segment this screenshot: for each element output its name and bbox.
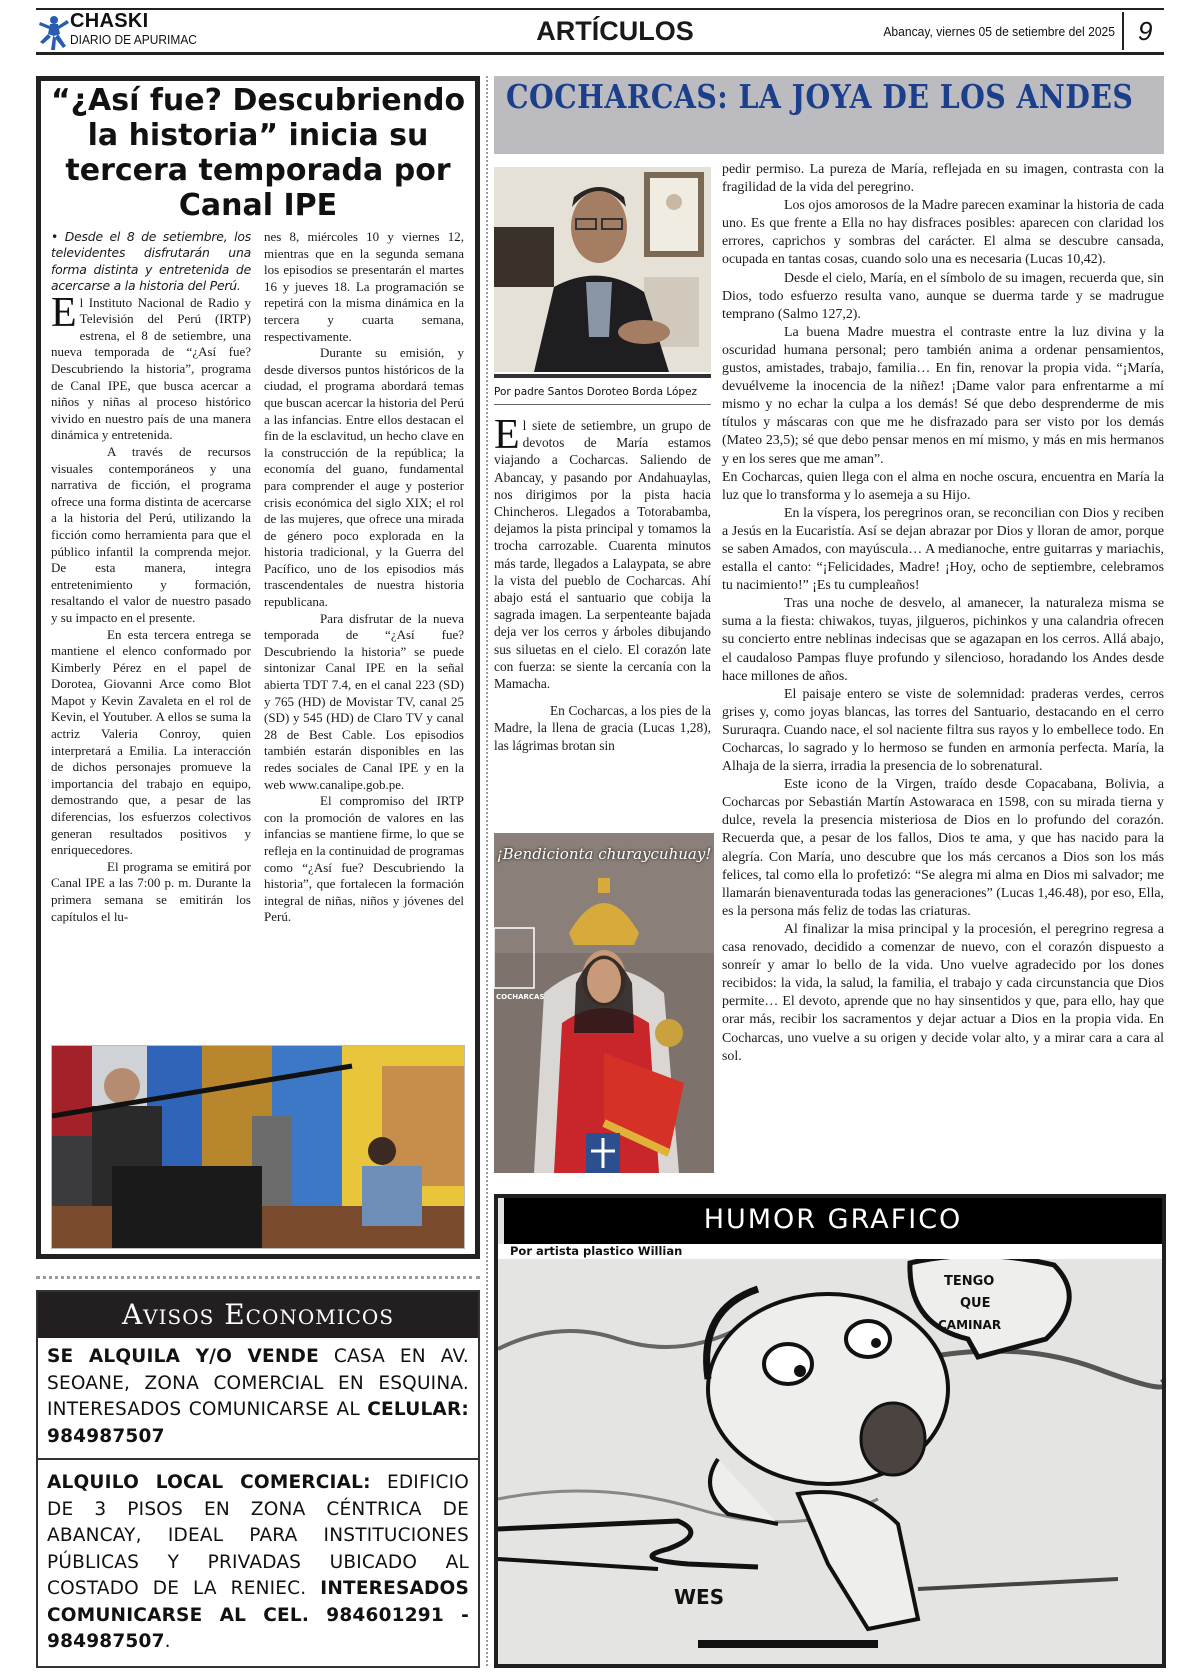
article-paragraph: El paisaje entero se viste de solemnidad: praderas verdes, cerros grises y, como joyas blancas, las torres del Santuario, destacando en el cerro Sururaqra. Cuando nace, el sol naciente filtra sus rayos y lo embellece todo. En Cocharcas, lo sagrado y lo hermoso se funden en armonía perfecta. María, la Alhaja de la sierra, irradia la presencia de lo sobrenatural. (722, 686, 1164, 775)
article-paragraph: El programa se emitirá por Canal IPE a las 7:00 p. m. Durante la primera semana se emitirán los capítulos el lu- (51, 858, 251, 924)
article-paragraph: Este icono de la Virgen, traído desde Copacabana, Bolivia, a Cocharcas por Sebastián Martín Astowaraca en 1598, con su mirada tierna y dulce, revela la presencia misteriosa de Dios en lo profundo del corazón. Recuerda que, a pesar de los fallos, Dios te ama, y que has nacido para la alegría. Con María, uno descubre que los más cercanos a Dios son los más felices, tal como ella lo profetizó: “Se alegra mi alma en Dios mi salvador; me llamarán bienaventurada todas las generaciones” (Lucas 1,46.48), por eso, Ella, es la persona más feliz de todas las criaturas. (722, 777, 1164, 919)
photo-rule (494, 404, 711, 405)
section-title: ARTÍCULOS (536, 16, 694, 46)
classified-ad-end: . (164, 1631, 171, 1652)
drop-cap: E (51, 289, 77, 336)
article-paragraph: Tras una noche de desvelo, al amanecer, la naturaleza misma se suma a la fiesta: chiwakos, tuyas, jilgueros, pichinkos y una calandria ofrecen su concierto entre neblinas indecisas que se agazapan en los cerros. Allá abajo, el caudaloso Pampas fluye profundo y silencioso, horadando los Andes desde hace millones de años. (722, 596, 1164, 684)
cocharcas-title-band (494, 76, 1164, 154)
image-caption: ¡Bendicionta churaycuhuay! (496, 845, 712, 863)
article-paragraph: En Cocharcas, quien llega con el alma en noche oscura, encuentra en María la luz que lo transforma y lo asemeja a su Hijo. (722, 469, 1164, 503)
photo-rule (494, 374, 711, 378)
page-number: 9 (1138, 16, 1153, 46)
classified-ad-contact: INTERESADOS COMUNICARSE AL CEL. 984601291 - 984987507 (47, 1578, 469, 1652)
canal-ipe-article (36, 76, 480, 1259)
cocharcas-title: COCHARCAS: LA JOYA DE LOS ANDES (506, 77, 1134, 116)
article-paragraph: A través de recursos visuales contemporáneos y una narrativa de ficción, el programa ofrece una forma distinta de acercarse a la historia del Perú, utilizando la ficción como herramienta para que el público infantil la comprenda mejor. De esta manera, integra entretenimiento y formación, resaltando el valor de nuestro pasado y su impacto en el presente. (51, 443, 251, 625)
article-paragraph: La buena Madre muestra el contraste entre la luz divina y la oscuridad humana personal; pero también anima a ordenar pensamientos, gustos, amistades, trabajo, familia… En fin, renovar la propia vida. “¡María, devuélveme la inocencia de la niñez! ¡Dame valor para enfrentarme a mí mismo y no echar la culpa a los demás! Sé que debo desprenderme de mis títulos y máscaras con que me he disfrazado para ser visto por los demás (Mateo 23,5); sé que debo pensar menos en mí mismo, y más en mis hermanos y en los seres que me aman”. (722, 324, 1164, 467)
classified-ad-lead: ALQUILO LOCAL COMERCIAL: (47, 1472, 371, 1493)
page-number-divider (1122, 12, 1124, 50)
comic-credit: Por artista plastico Willian (498, 1244, 1162, 1259)
article-paragraph: Los ojos amorosos de la Madre parecen examinar la historia de cada uno. Es que frente a Ella no hay disfraces posibles: aparecen con claridad los errores, caprichos y sombras del carácter. El alma se descubre cansada, ocupada en tantas cosas, cuando solo una es necesaria (Lucas 10,42). (722, 198, 1164, 268)
classified-ad (38, 1338, 478, 1460)
article-paragraph: Para disfrutar de la nueva temporada de “¿Así fue? Descubriendo la historia” se puede sintonizar Canal IPE en la señal abierta TDT 7.4, en el canal 223 (SD) y 765 (HD) de Movistar TV, canal 25 (SD) y 545 (HD) de Claro TV y canal 28 de Best Cable. Los episodios también estarán disponibles en las redes sociales de Canal IPE y en la web www.canalipe.gob.pe. (264, 610, 464, 792)
article-paragraph-text: l Instituto Nacional de Radio y Televisión del Perú (IRTP) estrena, el 8 de setiembre, una nueva temporada de “¿Así fue? Descubriendo la historia”, programa de Canal IPE, que busca acercar a niños y niñas al proceso histórico vivido en nuestro país de una manera dinámica y entretenida. (51, 294, 251, 443)
comic-heading: HUMOR GRAFICO (504, 1198, 1162, 1244)
brand-name: CHASKI (70, 10, 149, 32)
article-paragraph: En Cocharcas, a los pies de la Madre, la llena de gracia (Lucas 1,28), las lágrimas brotan sin (494, 703, 711, 753)
speech-bubble-line: QUE (960, 1296, 991, 1311)
humor-grafico-comic (494, 1194, 1166, 1668)
article-paragraph-text: l siete de setiembre, un grupo de devotos de María estamos viajando a Cocharcas. Saliendo de Abancay, y pasando por Andahuaylas, nos dirigimos por la pista hacia Chincheros. Llegados a Totorabamba, dejamos la pista principal y tomamos la trocha carrozable. Cuarenta minutos más tarde, llegados a Lalaypata, se abre la vista del pueblo de Cocharcas. Ahí abajo está el santuario que cobija la sagrada imagen. La serpenteante bajada deja ver los cerros y árboles dibujando sus siluetas en el cielo. El corazón late con fuerza: se siente la cercanía con la Mamacha. (494, 418, 711, 692)
classifieds-heading: Avisos Economicos (38, 1292, 478, 1338)
classifieds-box (36, 1290, 480, 1668)
article-paragraph (51, 289, 251, 444)
brand-subtitle: DIARIO DE APURIMAC (70, 32, 197, 47)
artist-signature: WES (674, 1585, 725, 1609)
tv-production-photo (51, 1045, 465, 1249)
classified-ad (38, 1460, 478, 1662)
article-paragraph: nes 8, miércoles 10 y viernes 12, mientras que en la segunda semana los episodios se presentarán el martes 16 y jueves 18. La programación se repetirá con la misma dinámica en la tercera y cuarta semana, respectivamente. (264, 229, 464, 344)
virgin-of-cocharcas-photo (494, 833, 714, 1173)
article-paragraph: pedir permiso. La pureza de María, reflejada en su imagen, contrasta con la fragilidad de la vida del peregrino. (722, 162, 1164, 196)
article-column-2 (264, 229, 464, 1039)
cocharcas-logo-text: COCHARCAS (496, 993, 545, 1001)
article-paragraph: Al finalizar la misa principal y la procesión, el peregrino regresa a casa renovado, decidido a comenzar de nuevo, con el corazón dispuesto a sonreír y amar lo bello de la vida. Uno vuelve agradecido por los dones recibidos: la vida, la salud, la familia, el trabajo y cada circunstancia que Dios permite… El devoto, aprende que no hay sinsentidos y que, para ello, hay que orar más, recibir los sacramentos y dejar actuar a Dios en la propia vida. En Cocharcas, uno vuelve a su origen y decide volar alto, y a mirar cara a cara al sol. (722, 921, 1164, 1064)
section-divider (36, 1276, 480, 1279)
article-paragraph: En la víspera, los peregrinos oran, se reconcilian con Dios y reciben a Jesús en la Eucaristía. Así se dejan abrazar por Dios y lloran de amor, porque se saben Amados, con mayúscula… A medianoche, entre guitarras y mariachis, estalla el canto: “¡Felicidades, Madre! ¡Hoy, ocho de septiembre, celebramos tu nacimiento!” ¡Es tu cumpleaños! (722, 505, 1164, 594)
speech-bubble-line: CAMINAR (938, 1318, 1002, 1332)
drop-cap: E (494, 417, 520, 458)
article-paragraph: Desde el cielo, María, en el símbolo de su imagen, recuerda que, sin Dios, todo esfuerzo resulta vano, aunque se duerma tarde y se madrugue temprano (Salmo 127,2). (722, 270, 1164, 322)
comic-drawing (498, 1259, 1162, 1668)
column-divider (486, 76, 488, 1666)
article-headline: “¿Así fue? Descubriendo la historia” inicia su tercera temporada por Canal IPE (50, 83, 466, 223)
masthead-top-rule (36, 8, 1164, 10)
cocharcas-column-1 (494, 417, 711, 827)
author-photo (494, 167, 711, 372)
speech-bubble-line: TENGO (944, 1274, 995, 1289)
cocharcas-column-2 (722, 161, 1164, 1171)
article-lead: • Desde el 8 de setiembre, los televidentes disfrutarán una forma distinta y entretenida de acercarse a la historia del Perú. (51, 229, 251, 294)
chaski-logo-icon (36, 12, 70, 52)
classified-ad-body: CASA EN AV. SEOANE, ZONA COMERCIAL EN ESQUINA. INTERESADOS COMUNICARSE AL (47, 1346, 469, 1420)
article-paragraph (494, 417, 711, 692)
classified-ad-lead: SE ALQUILA Y/O VENDE (47, 1346, 319, 1367)
classified-ad-contact: CELULAR: 984987507 (47, 1399, 469, 1447)
dateline: Abancay, viernes 05 de setiembre del 2025 (883, 24, 1115, 39)
article-paragraph: En esta tercera entrega se mantiene el elenco conformado por Kimberly Pérez en el papel de Dorotea, Giovanni Arce como Blot Mapot y Kevin Zavaleta en el rol de Kevin, el Youtuber. A ellos se suma la actriz Valeria Conroy, quien interpretará a Emilia. La interacción de dichos personajes promueve la importancia del trabajo en equipo, demostrando que, a pesar de las diferencias, los esfuerzos colectivos generan resultados positivos y enriquecedores. (51, 626, 251, 858)
classified-ad-body: EDIFICIO DE 3 PISOS EN ZONA CÉNTRICA DE ABANCAY, IDEAL PARA INSTITUCIONES PÚBLICAS Y PRIVADAS UBICADO AL COSTADO DE LA RENIEC. (47, 1472, 469, 1599)
article-paragraph: Durante su emisión, y desde diversos puntos históricos de la ciudad, el programa abordará temas que buscan acercar la historia del Perú a las infancias. Entre ellos destacan el fin de la esclavitud, un hecho clave en la construcción de la república; la economía del guano, fundamental para comprender el auge y posterior crisis económica del siglo XIX; el rol de las mujeres, que ofrece una mirada de género poco explorada en la historia tradicional, y la Guerra del Pacífico, uno de los episodios más trascendentales de nuestra historia republicana. (264, 345, 464, 610)
brand (70, 11, 208, 46)
article-column-1 (51, 229, 251, 1039)
byline: Por padre Santos Doroteo Borda López (494, 386, 698, 398)
masthead-bottom-rule (36, 52, 1164, 55)
article-paragraph: El compromiso del IRTP con la promoción de valores en las infancias se mantiene firme, lo que se refleja en la continuidad de programas como “¿Así fue? Descubriendo la historia”, que fortalecen la formación integral de niñas, niños y jóvenes del Perú. (264, 793, 464, 925)
